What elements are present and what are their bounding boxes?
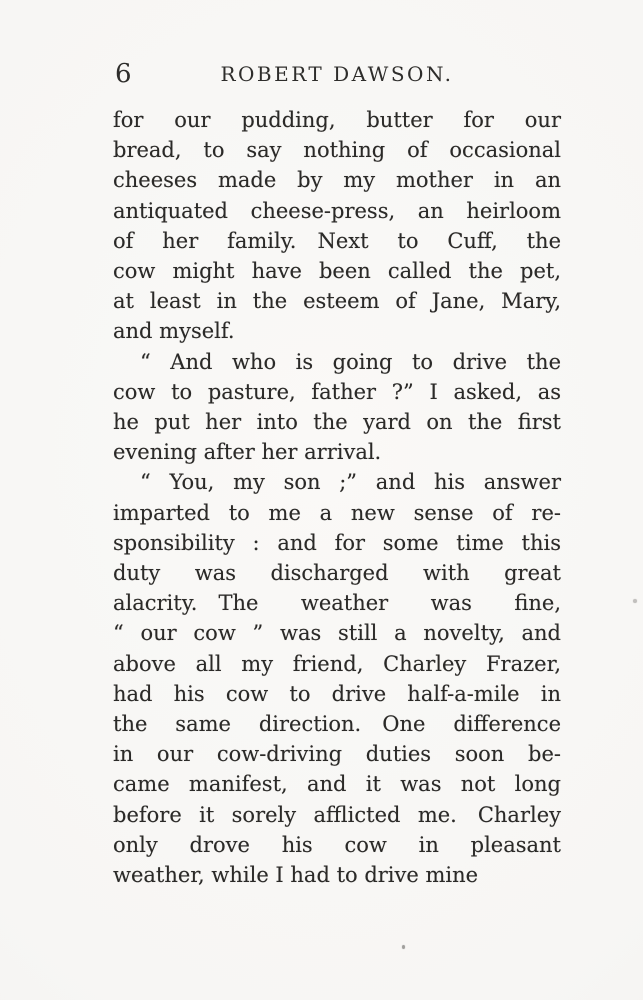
text-line: imparted to me a new sense of re- <box>113 500 561 525</box>
text-line: cow might have been called the pet, <box>113 259 561 284</box>
paragraph <box>113 105 561 347</box>
ink-speck <box>402 945 405 949</box>
text-line: in our cow-driving duties soon be- <box>113 742 561 767</box>
page-number: 6 <box>115 59 132 89</box>
text-line: before it sorely afflicted me. Charley <box>113 802 561 827</box>
text-line: came manifest, and it was not long <box>113 772 561 797</box>
text-line: of her family. Next to Cuff, the <box>113 228 561 253</box>
text-line: only drove his cow in pleasant <box>113 832 561 857</box>
text-line: duty was discharged with great <box>113 561 561 586</box>
paragraph <box>113 347 561 468</box>
text-line: “ our cow ” was still a novelty, and <box>113 621 561 646</box>
text-line: “ You, my son ;” and his answer <box>140 470 561 495</box>
body-text <box>113 105 561 890</box>
text-line: above all my friend, Charley Frazer, <box>113 651 561 676</box>
paragraph <box>113 467 561 890</box>
ink-speck <box>633 599 637 603</box>
text-line: he put her into the yard on the first <box>113 410 561 435</box>
text-line: for our pudding, butter for our <box>113 108 561 132</box>
text-line: evening after her arrival. <box>113 440 382 465</box>
text-line: cheeses made by my mother in an <box>113 168 561 193</box>
text-line: antiquated cheese-press, an heirloom <box>113 198 561 223</box>
text-line: bread, to say nothing of occasional <box>113 138 561 163</box>
text-line: cow to pasture, father ?” I asked, as <box>113 379 561 404</box>
text-line: sponsibility : and for some time this <box>113 530 561 555</box>
text-line: and myself. <box>113 319 235 344</box>
text-line: had his cow to drive half-a-mile in <box>113 681 561 706</box>
text-line: alacrity. The weather was fine, <box>113 591 561 616</box>
text-line: the same direction. One difference <box>113 712 561 737</box>
text-line: weather, while I had to drive mine <box>113 863 479 888</box>
running-title: ROBERT DAWSON. <box>220 62 454 86</box>
text-line: “ And who is going to drive the <box>140 349 561 374</box>
running-head <box>113 58 561 90</box>
text-line: at least in the esteem of Jane, Mary, <box>113 289 561 314</box>
